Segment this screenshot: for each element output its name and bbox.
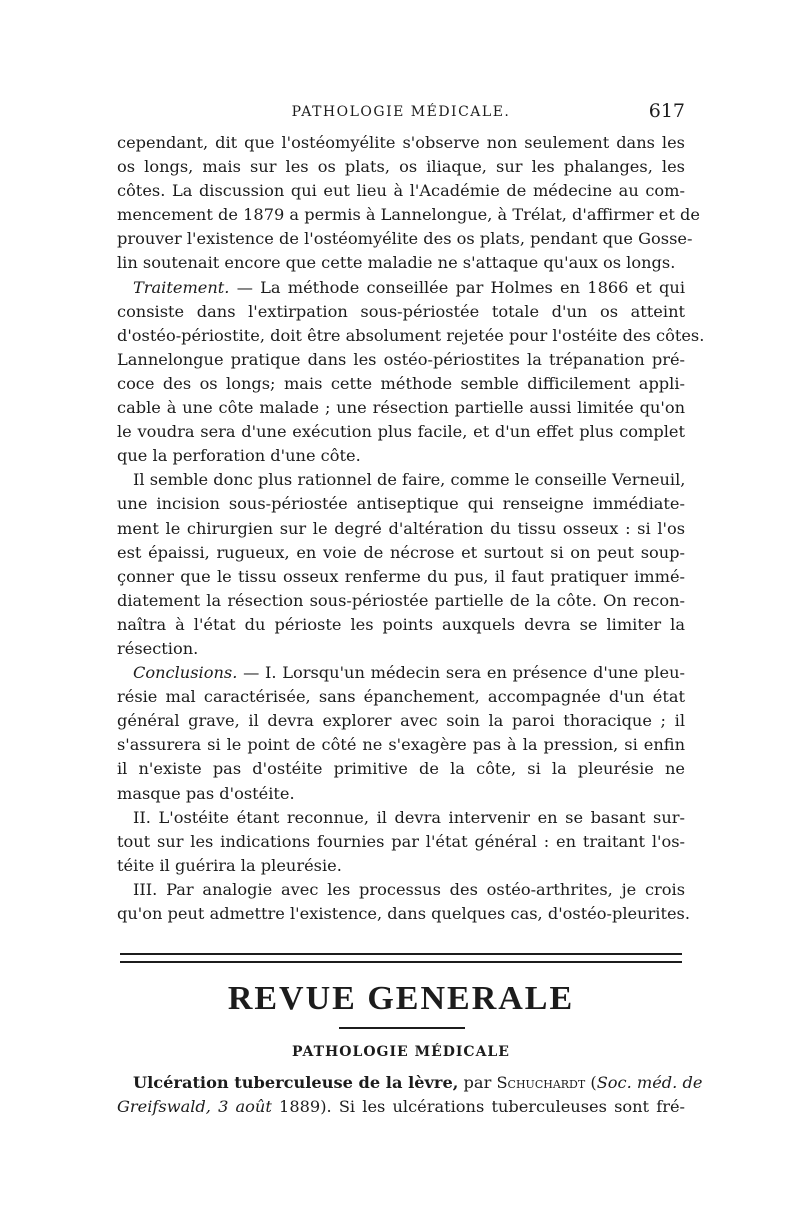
text-line: général grave, il devra explorer avec soin la paroi thoracique ; il [117,711,685,731]
article-entry [117,1071,703,1119]
text-line: ment le chirurgien sur le degré d'altération du tissu osseux : si l'os [117,518,685,538]
text-line: prouver l'existence de l'ostéomyélite des os plats, pendant que Gosse- [117,229,693,249]
text-fragment: ( [585,1073,597,1092]
text-line: çonner que le tissu osseux renferme du pus, il faut pratiquer immé- [117,566,685,586]
text-line: d'ostéo-périostite, doit être absolument rejetée pour l'ostéite des côtes. [117,325,705,345]
text-line: résection. [117,638,199,658]
heading-conclusions: Conclusions. [133,663,238,683]
article-year: 1889). [271,1097,332,1117]
text-line [117,1071,703,1095]
text-line: lin soutenait encore que cette maladie ne s'attaque qu'aux os longs. [117,253,676,273]
text-line [117,1095,685,1119]
text-line: le voudra sera d'une exécution plus facile, et d'un effet plus complet [117,422,685,442]
text-line: résie mal caractérisée, sans épanchement, accompagnée d'un état [117,687,685,707]
text-line [117,661,685,685]
article-title: Ulcération tuberculeuse de la lèvre, [133,1073,459,1092]
text-line: est épaissi, rugueux, en voie de nécrose et surtout si on peut soup- [117,542,685,562]
text-line: consiste dans l'extirpation sous-périostée totale d'un os atteint [117,301,685,321]
text-line: il n'existe pas d'ostéite primitive de la côte, si la pleurésie ne [117,759,685,779]
text-line: que la perforation d'une côte. [117,446,361,466]
text-line: mencement de 1879 a permis à Lannelongue, à Trélat, d'affirmer et de [117,205,700,225]
paragraph-conclusion-2 [117,806,685,878]
text-line: os longs, mais sur les os plats, os iliaque, sur les phalanges, les [117,157,685,177]
text-line: tout sur les indications fournies par l'état général : en traitant l'os- [117,831,685,851]
text-line [117,276,685,300]
text-fragment: — I. Lorsqu'un médecin sera en présence d'une pleu- [237,663,685,683]
page-number: 617 [648,100,685,122]
text-line: cependant, dit que l'ostéomyélite s'observe non seulement dans les [117,133,685,152]
text-line: Il semble donc plus rationnel de faire, comme le conseille Verneuil, [133,470,686,490]
text-line: téite il guérira la pleurésie. [117,855,342,875]
text-line: II. L'ostéite étant reconnue, il devra intervenir en se basant sur- [133,807,685,827]
text-fragment: par [458,1073,497,1092]
running-title: PATHOLOGIE MÉDICALE. [291,104,511,120]
text-line: s'assurera si le point de côté ne s'exagère pas à la pression, si enfin [117,735,685,755]
double-rule-divider [120,953,682,963]
text-line: coce des os longs; mais cette méthode semble difficilement appli- [117,373,685,393]
paragraph-conclusions [117,661,685,806]
text-line: III. Par analogie avec les processus des ostéo-arthrites, je crois [133,879,685,899]
text-fragment: — La méthode conseillée par Holmes en 1866 et qui [229,277,685,297]
text-line: qu'on peut admettre l'existence, dans quelques cas, d'ostéo-pleurites. [117,904,690,923]
text-line: Lannelongue pratique dans les ostéo-périostites la trépanation pré- [117,349,685,369]
subsection-title: PATHOLOGIE MÉDICALE [292,1044,510,1060]
text-line: cable à une côte malade ; une résection partielle aussi limitée qu'on [117,398,685,418]
body-text [117,131,705,926]
text-line: une incision sous-périostée antiseptique qui renseigne immédiate- [117,494,685,514]
section-title: REVUE GENERALE [227,980,575,1017]
text-line: diatement la résection sous-périostée partielle de la côte. On recon- [117,590,685,610]
article-author: Schuchardt [496,1073,586,1092]
paragraph-incision [117,468,685,661]
text-line: côtes. La discussion qui eut lieu à l'Académie de médecine au com- [117,181,685,201]
paragraph-conclusion-3 [117,878,690,926]
running-head [117,100,685,124]
paragraph-traitement [117,276,705,469]
text-line: naîtra à l'état du périoste les points auxquels devra se limiter la [117,614,685,634]
heading-traitement: Traitement. [133,277,230,297]
text-fragment: Si les ulcérations tuberculeuses sont fré- [331,1097,685,1117]
text-line: masque pas d'ostéite. [117,783,295,803]
article-source: Soc. méd. de [596,1073,703,1092]
article-source-continued: Greifswald, 3 août [117,1097,272,1117]
short-rule-divider [339,1027,465,1029]
paragraph-osteomyelite [117,131,700,276]
